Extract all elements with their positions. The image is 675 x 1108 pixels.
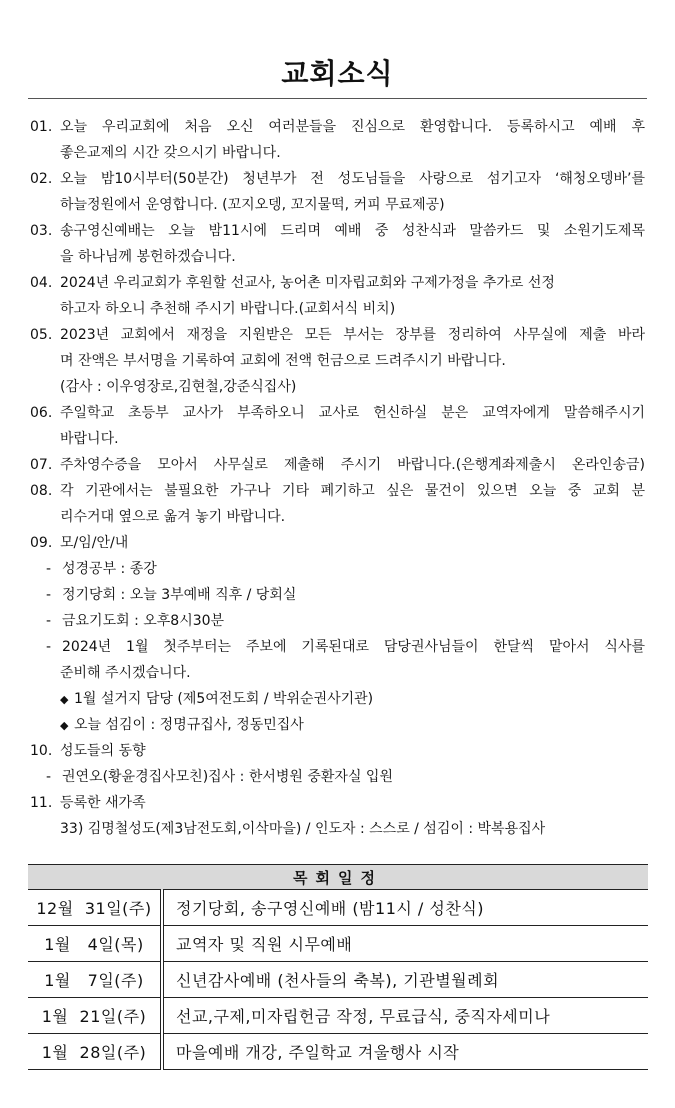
notice-06-line-2: 바랍니다. bbox=[60, 431, 119, 447]
meeting-item: - 성경공부 : 종강 bbox=[46, 561, 157, 577]
notice-list bbox=[30, 114, 645, 842]
duty-item: ◆ 오늘 섬김이 : 정명규집사, 정동민집사 bbox=[30, 712, 645, 738]
notice-10-line-1: 10. 성도들의 동향 bbox=[30, 743, 146, 759]
page-title: 교회소식 bbox=[281, 57, 394, 90]
notice-11-line-1: 11. 등록한 새가족 bbox=[30, 795, 146, 811]
schedule-date: 12월 31일(주) bbox=[28, 890, 162, 926]
meeting-item: - 정기당회 : 오늘 3부예배 직후 / 당회실 bbox=[46, 587, 297, 603]
notice-09-line-1: 09. 모/임/안/내 bbox=[30, 535, 129, 551]
table-row bbox=[28, 998, 648, 1034]
table-row bbox=[28, 890, 648, 926]
notice-06-line-1: 06. 주일학교 초등부 교사가 부족하오니 교사로 헌신하실 분은 교역자에게 말씀해주시기 bbox=[30, 405, 645, 421]
diamond-bullet-icon: ◆ bbox=[60, 693, 69, 706]
diamond-bullet-icon: ◆ bbox=[60, 719, 69, 732]
notice-01-line-1: 01. 오늘 우리교회에 처음 오신 여러분들을 진심으로 환영합니다. 등록하시고 예배 후 bbox=[30, 119, 645, 135]
table-row bbox=[28, 926, 648, 962]
table-row bbox=[28, 1034, 648, 1070]
notice-05-line-3: (감사 : 이우영장로,김현철,강준식집사) bbox=[60, 379, 297, 395]
meeting-item: - 금요기도회 : 오후8시30분 bbox=[46, 613, 225, 629]
schedule-table bbox=[28, 864, 648, 1070]
notice-03-line-2: 을 하나님께 봉헌하겠습니다. bbox=[60, 249, 236, 265]
schedule-event: 교역자 및 직원 시무예배 bbox=[162, 926, 648, 962]
table-row bbox=[28, 962, 648, 998]
notice-04-line-1: 04. 2024년 우리교회가 후원할 선교사, 농어촌 미자립교회와 구제가정을 추가로 선정 bbox=[30, 275, 555, 291]
notice-02-line-2: 하늘정원에서 운영합니다. (꼬지오뎅, 꼬지물떡, 커피 무료제공) bbox=[60, 197, 445, 213]
schedule-event: 신년감사예배 (천사들의 축복), 기관별월례회 bbox=[162, 962, 648, 998]
notice-02-line-1: 02. 오늘 밤10시부터(50분간) 청년부가 전 성도님들을 사랑으로 섬기고자 ‘해청오뎅바’를 bbox=[30, 171, 645, 187]
notice-03-line-1: 03. 송구영신예배는 오늘 밤11시에 드리며 예배 중 성찬식과 말씀카드 및 소원기도제목 bbox=[30, 223, 645, 239]
schedule-event: 마을예배 개강, 주일학교 겨울행사 시작 bbox=[162, 1034, 648, 1070]
schedule-date: 1월 28일(주) bbox=[28, 1034, 162, 1070]
notice-05-line-1: 05. 2023년 교회에서 재정을 지원받은 모든 부서는 장부를 정리하여 사무실에 제출 바라 bbox=[30, 327, 645, 343]
schedule-event: 정기당회, 송구영신예배 (밤11시 / 성찬식) bbox=[162, 890, 648, 926]
schedule-header: 목회일정 bbox=[28, 865, 648, 890]
schedule-event: 선교,구제,미자립헌금 작정, 무료급식, 중직자세미나 bbox=[162, 998, 648, 1034]
newcomer-item: 33) 김명철성도(제3남전도회,이삭마을) / 인도자 : 스스로 / 섬김이 : 박복용집사 bbox=[60, 821, 546, 837]
title-divider bbox=[28, 98, 647, 99]
duty-item: ◆ 1월 설거지 담당 (제5여전도회 / 박위순권사기관) bbox=[30, 686, 645, 712]
meeting-kitchen-line-1: - 2024년 1월 첫주부터는 주보에 기록된대로 담당권사님들이 한달씩 맡아서 식사를 bbox=[46, 639, 645, 655]
schedule-date: 1월 4일(목) bbox=[28, 926, 162, 962]
notice-01-line-2: 좋은교제의 시간 갖으시기 바랍니다. bbox=[60, 145, 281, 161]
notice-08-line-2: 리수거대 옆으로 옮겨 놓기 바랍니다. bbox=[60, 509, 286, 525]
notice-07-line-1: 07. 주차영수증을 모아서 사무실로 제출해 주시기 바랍니다.(은행계좌제출시 온라인송금) bbox=[30, 457, 645, 473]
news-item: - 권연오(황윤경집사모친)집사 : 한서병원 중환자실 입원 bbox=[46, 769, 393, 785]
meeting-kitchen-line-2: 준비해 주시겠습니다. bbox=[60, 665, 191, 681]
notice-04-line-2: 하고자 하오니 추천해 주시기 바랍니다.(교회서식 비치) bbox=[60, 301, 396, 317]
schedule-date: 1월 7일(주) bbox=[28, 962, 162, 998]
schedule-date: 1월 21일(주) bbox=[28, 998, 162, 1034]
notice-05-line-2: 며 잔액은 부서명을 기록하여 교회에 전액 헌금으로 드려주시기 바랍니다. bbox=[60, 353, 506, 369]
notice-08-line-1: 08. 각 기관에서는 불필요한 가구나 기타 폐기하고 싶은 물건이 있으면 오늘 중 교회 분 bbox=[30, 483, 645, 499]
